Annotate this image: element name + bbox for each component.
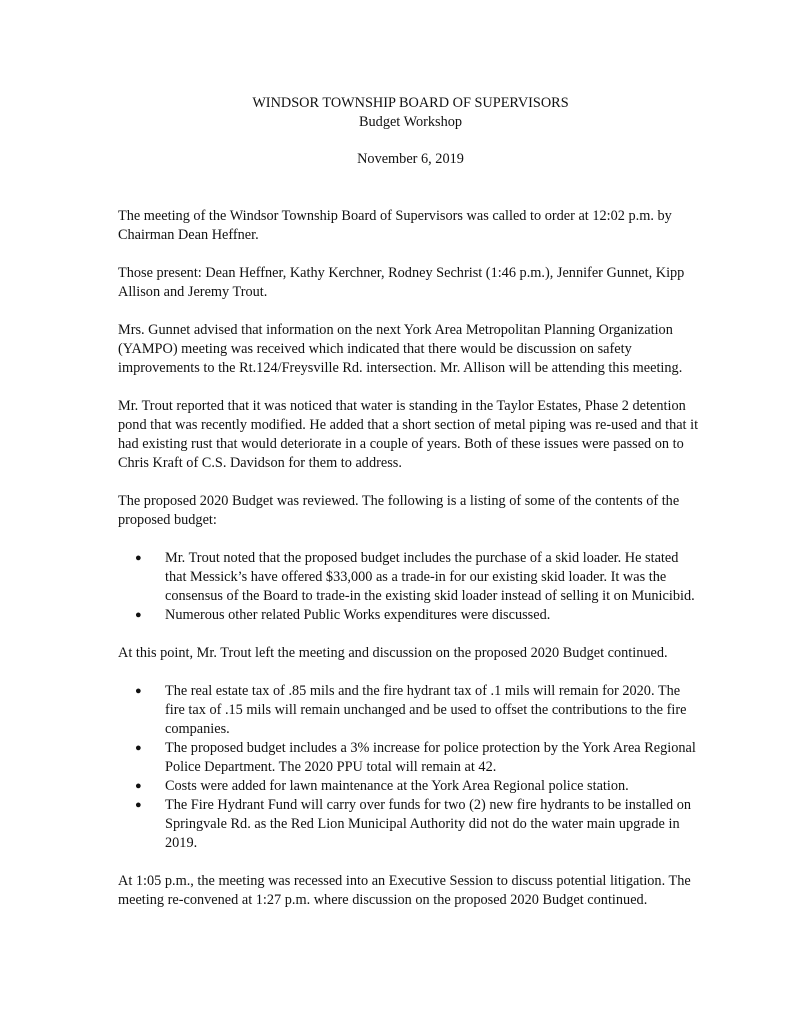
list-item-text: The real estate tax of .85 mils and the fire hydrant tax of .1 mils will remain for 2020. The fire tax of .15 mils will remain unchanged and be used to offset the contributions to the fire companies.: [165, 683, 687, 737]
paragraph-attendance: Those present: Dean Heffner, Kathy Kerchner, Rodney Sechrist (1:46 p.m.), Jennifer Gunnet, Kipp Allison and Jeremy Trout.: [118, 265, 685, 300]
paragraph-yampo: Mrs. Gunnet advised that information on the next York Area Metropolitan Planning Organization (YAMPO) meeting was received which indicated that there would be discussion on safety improvements to the Rt.124/Freysville Rd. intersection. Mr. Allison will be attending this meeting.: [118, 322, 683, 376]
list-item-text: Mr. Trout noted that the proposed budget includes the purchase of a skid loader. He stated that Messick’s have offered $33,000 as a trade-in for our existing skid loader. It was the consensus of the Board to trade-in the existing skid loader instead of selling it on Municibid.: [165, 550, 695, 604]
list-item-text: Numerous other related Public Works expenditures were discussed.: [165, 607, 551, 623]
budget-list-public-works: [118, 549, 703, 625]
list-item: [135, 606, 703, 625]
list-item-text: The proposed budget includes a 3% increase for police protection by the York Area Regional Police Department. The 2020 PPU total will remain at 42.: [165, 740, 696, 775]
document-body: [118, 94, 703, 929]
paragraph-taylor-estates: Mr. Trout reported that it was noticed that water is standing in the Taylor Estates, Phase 2 detention pond that was recently modified. He added that a short section of metal piping was re-used and that it had existing rust that would deteriorate in a couple of years. Both of these issues were passed on to Chris Kraft of C.S. Davidson for them to address.: [118, 398, 699, 471]
list-item: [135, 549, 703, 606]
list-item: [135, 739, 703, 777]
bullet-icon: ●: [135, 799, 142, 811]
bullet-icon: ●: [135, 780, 142, 792]
list-item-text: The Fire Hydrant Fund will carry over funds for two (2) new fire hydrants to be installed on Springvale Rd. as the Red Lion Municipal Authority did not do the water main upgrade in 2019.: [165, 797, 692, 851]
document-subtitle: Budget Workshop: [358, 114, 463, 130]
document-title: WINDSOR TOWNSHIP BOARD OF SUPERVISORS: [252, 95, 569, 111]
meeting-date: November 6, 2019: [357, 151, 464, 167]
budget-list-continued: [118, 682, 703, 853]
paragraph-call-to-order: The meeting of the Windsor Township Board of Supervisors was called to order at 12:02 p.m. by Chairman Dean Heffner.: [118, 208, 672, 243]
paragraph-trout-left: At this point, Mr. Trout left the meeting and discussion on the proposed 2020 Budget continued.: [118, 645, 668, 661]
list-item: [135, 777, 703, 796]
bullet-icon: ●: [135, 552, 142, 564]
document-header: [118, 94, 703, 132]
list-item-text: Costs were added for lawn maintenance at the York Area Regional police station.: [165, 778, 629, 794]
bullet-icon: ●: [135, 609, 142, 621]
list-item: [135, 682, 703, 739]
paragraph-executive-session: At 1:05 p.m., the meeting was recessed into an Executive Session to discuss potential litigation. The meeting re-convened at 1:27 p.m. where discussion on the proposed 2020 Budget continued.: [118, 873, 691, 908]
bullet-icon: ●: [135, 685, 142, 697]
bullet-icon: ●: [135, 742, 142, 754]
list-item: [135, 796, 703, 853]
paragraph-budget-review: The proposed 2020 Budget was reviewed. The following is a listing of some of the contents of the proposed budget:: [118, 493, 680, 528]
